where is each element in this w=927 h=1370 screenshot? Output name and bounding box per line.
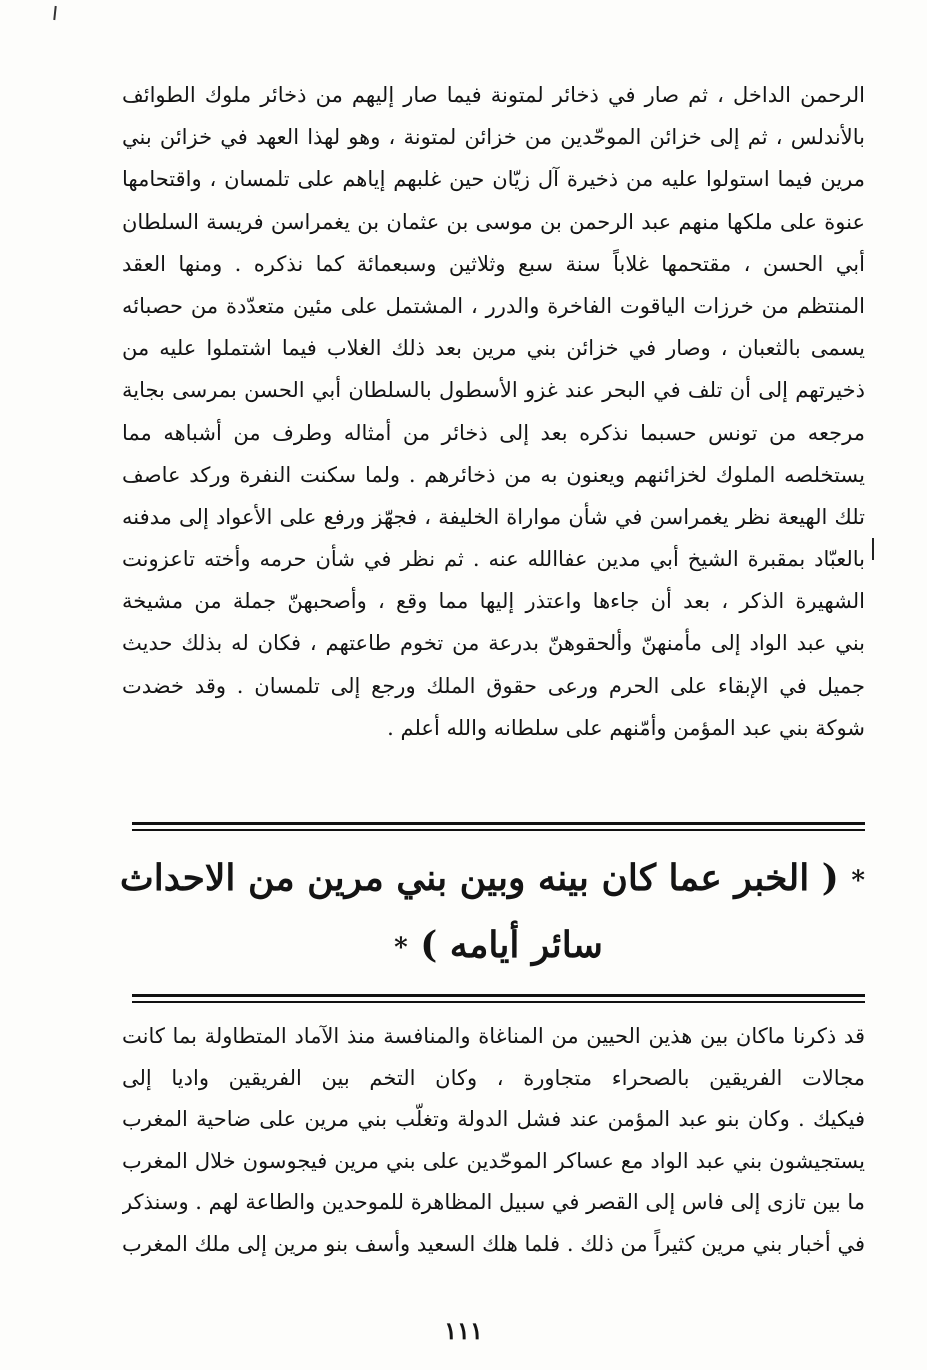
text-line: عنوة على ملكها منهم عبد الرحمن بن موسى بن عثمان بن يغمراسن فريسة السلطان — [122, 209, 865, 234]
bottom-paragraph — [122, 1016, 865, 1266]
text-line: ما بين تازى إلى فاس إلى القصر في سبيل المظاهرة للموحدين والطاعة لهم . وسنذكر — [122, 1190, 865, 1215]
text-line: مجالات الفريقين بالصحراء متجاورة ، وكان التخم بين الفريقين واديا إلى — [122, 1065, 865, 1090]
section-divider-thin — [132, 1001, 865, 1003]
text-line: الرحمن الداخل ، ثم صار في ذخائر لمتونة فيما صار إليهم من ذخائر ملوك الطوائف — [122, 83, 865, 107]
text-line: المنتظم من خرزات الياقوت الفاخرة والدرر ، المشتمل على مئين متعدّدة من حصبائه — [122, 293, 865, 318]
heading-text-2: سائر أيامه ) — [420, 924, 603, 966]
heading-line-1 — [119, 846, 865, 913]
asterisk-ornament: * — [394, 933, 408, 963]
text-line: بني عبد الواد إلى مأمنهنّ وألحقوهنّ بدرعة من تخوم طاعتهم ، فكان له بذلك حديث — [122, 631, 865, 656]
text-line: جميل في الإبقاء على الحرم ورعى حقوق الملك ورجع إلى تلمسان . وقد خضدت — [122, 673, 865, 698]
section-divider-thick — [132, 822, 865, 825]
text-line: مرجعه من تونس حسبما نذكره بعد إلى ذخائر من أمثاله وطرف من أشباهه مما — [122, 420, 865, 445]
text-line: يستخلصه الملوك لخزائنهم ويعنون به من ذخائرهم . ولما سكنت النفرة وركد عاصف — [122, 462, 865, 487]
text-line: أبي الحسن ، مقتحمها غلاباً سنة سبع وثلاثين وسبعمائة كما نذكره . ومنها العقد — [122, 251, 865, 276]
text-line: تلك الهيعة نظر يغمراسن في شأن مواراة الخليفة ، فجهّز ورفع على الأعواد إلى مدفنه — [122, 504, 865, 529]
text-line: بالعبّاد بمقبرة الشيخ أبي مدين عفاالله عنه . ثم نظر في شأن حرمه وأخته تاعزونت — [122, 547, 865, 572]
text-line: في أخبار بني مرين كثيراً من ذلك . فلما هلك السعيد وأسف بنو مرين إلى ملك المغرب — [122, 1231, 865, 1256]
text-line: شوكة بني عبد المؤمن وأمّنهم على سلطانه والله أعلم . — [387, 715, 865, 740]
section-heading — [119, 846, 865, 981]
text-line: مرين فيما استولوا عليه من ذخيرة آل زيّان حين غلبهم إياهم على تلمسان ، واقتحامها — [122, 167, 865, 192]
section-divider-thick — [132, 994, 865, 997]
text-line: ذخيرتهم إلى أن تلف في البحر عند غزو الأسطول بالسلطان أبي الحسن بمرسى بجاية — [122, 378, 865, 403]
asterisk-ornament: * — [851, 866, 865, 896]
heading-text-1: ( الخبر عما كان بينه وبين بني مرين من الاحداث — [119, 857, 839, 899]
page-number: ١١١ — [444, 1316, 483, 1345]
text-line: يسمى بالثعبان ، وصار في خزائن بني مرين بعد ذلك الغلاب فيما اشتملوا عليه من — [122, 336, 865, 361]
text-line: الشهيرة الذكر ، بعد أن جاءها واعتذر إليها مما وقع ، وأصحبهنّ جملة من مشيخة — [122, 589, 865, 614]
text-line: يستجيشون بني عبد الواد مع عساكر الموحّدين على بني مرين فيجوسون خلال المغرب — [122, 1148, 865, 1173]
text-line: بالأندلس ، ثم إلى خزائن الموحّدين من خزائن لمتونة ، وهو لهذا العهد في خزائن بني — [122, 125, 865, 150]
text-line: قد ذكرنا ماكان بين هذين الحيين من المناغاة والمنافسة منذ الآماد المتطاولة بما كانت — [122, 1024, 865, 1048]
margin-tick — [872, 538, 874, 560]
stray-ink-mark — [53, 6, 56, 20]
text-line: فيكيك . وكان بنو عبد المؤمن عند فشل الدولة وتغلّب بني مرين على ضاحية المغرب — [122, 1107, 865, 1132]
heading-line-2 — [132, 913, 865, 980]
top-paragraph — [122, 74, 865, 749]
section-divider-thin — [132, 829, 865, 831]
